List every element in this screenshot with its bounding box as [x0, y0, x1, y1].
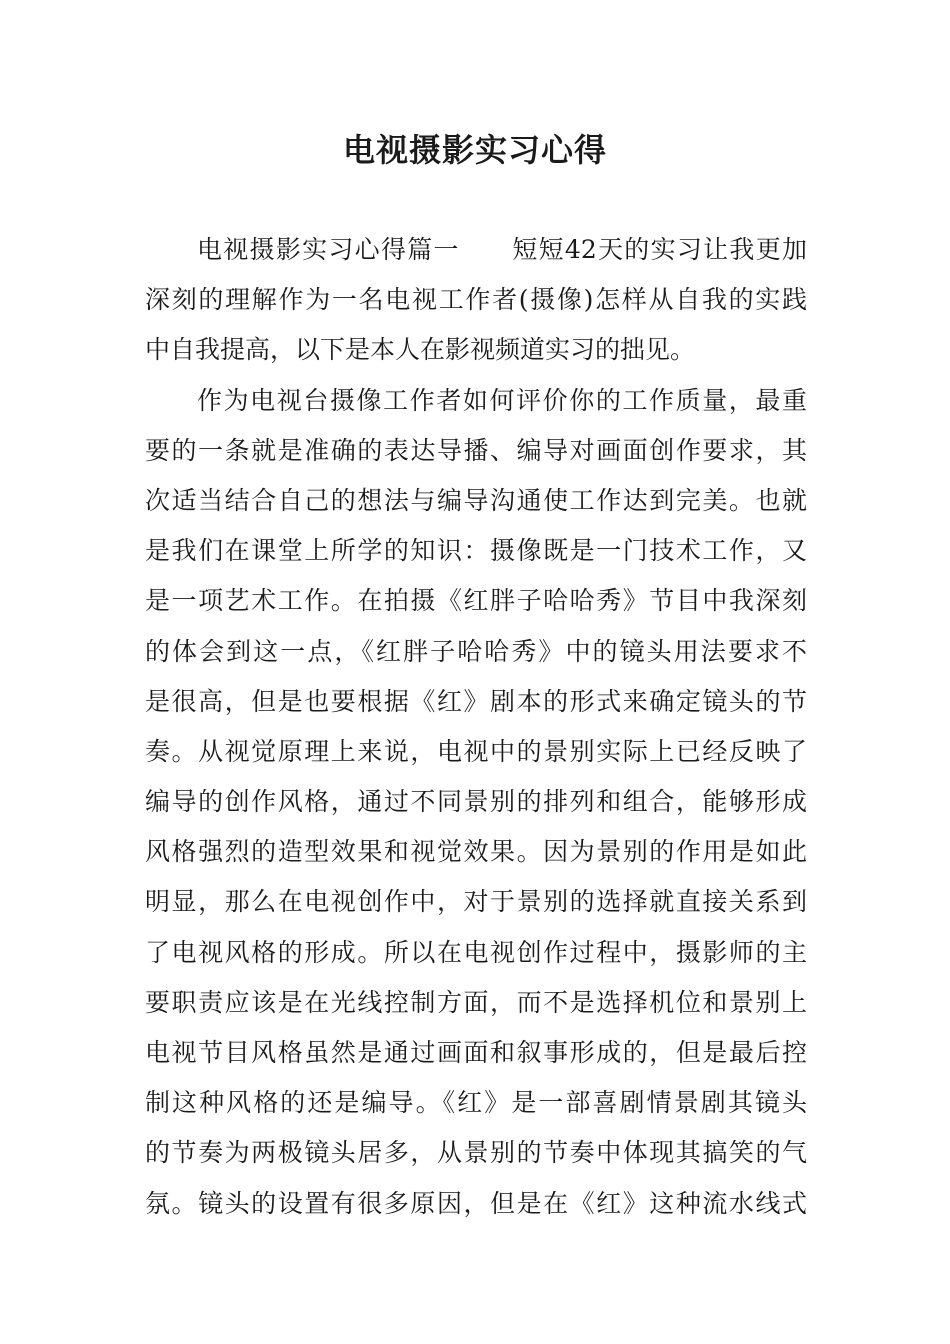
- paragraph-2-line-12: 了电视风格的形成。所以在电视创作过程中，摄影师的主: [145, 937, 807, 967]
- paragraph-2-line-17: 氛。镜头的设置有很多原因，但是在《红》这种流水线式: [145, 1188, 807, 1218]
- paragraph-2-line-5: 是一项艺术工作。在拍摄《红胖子哈哈秀》节目中我深刻: [145, 586, 807, 616]
- document-body: [145, 225, 807, 1229]
- paragraph-1-line-3: 中自我提高，以下是本人在影视频道实习的拙见。: [145, 335, 696, 365]
- paragraph-2-line-13: 要职责应该是在光线控制方面，而不是选择机位和景别上: [145, 987, 807, 1017]
- paragraph-2-line-7: 是很高，但是也要根据《红》剧本的形式来确定镜头的节: [145, 686, 807, 716]
- paragraph-2-line-15: 制这种风格的还是编导。《红》是一部喜剧情景剧其镜头: [145, 1088, 807, 1118]
- paragraph-1-line-2: 深刻的理解作为一名电视工作者(摄像)怎样从自我的实践: [145, 285, 807, 315]
- paragraph-1-line-1: 电视摄影实习心得篇一 短短42天的实习让我更加: [197, 235, 807, 264]
- paragraph-2-line-3: 次适当结合自己的想法与编导沟通使工作达到完美。也就: [145, 485, 807, 515]
- paragraph-2-line-11: 明显，那么在电视创作中，对于景别的选择就直接关系到: [145, 887, 807, 917]
- paragraph-2-line-4: 是我们在课堂上所学的知识：摄像既是一门技术工作，又: [145, 536, 807, 566]
- paragraph-2-line-6: 的体会到这一点，《红胖子哈哈秀》中的镜头用法要求不: [145, 636, 807, 666]
- paragraph-2-line-16: 的节奏为两极镜头居多，从景别的节奏中体现其搞笑的气: [145, 1138, 807, 1168]
- paragraph-2-line-10: 风格强烈的造型效果和视觉效果。因为景别的作用是如此: [145, 837, 807, 867]
- paragraph-2-line-1: 作为电视台摄像工作者如何评价你的工作质量，最重: [197, 385, 807, 415]
- document-title: 电视摄影实习心得: [342, 131, 607, 169]
- paragraph-2-line-9: 编导的创作风格，通过不同景别的排列和组合，能够形成: [145, 787, 807, 817]
- paragraph-2-line-2: 要的一条就是准确的表达导播、编导对画面创作要求，其: [145, 435, 807, 465]
- paragraph-2-line-14: 电视节目风格虽然是通过画面和叙事形成的，但是最后控: [145, 1038, 807, 1067]
- paragraph-2-line-8: 奏。从视觉原理上来说，电视中的景别实际上已经反映了: [145, 736, 807, 766]
